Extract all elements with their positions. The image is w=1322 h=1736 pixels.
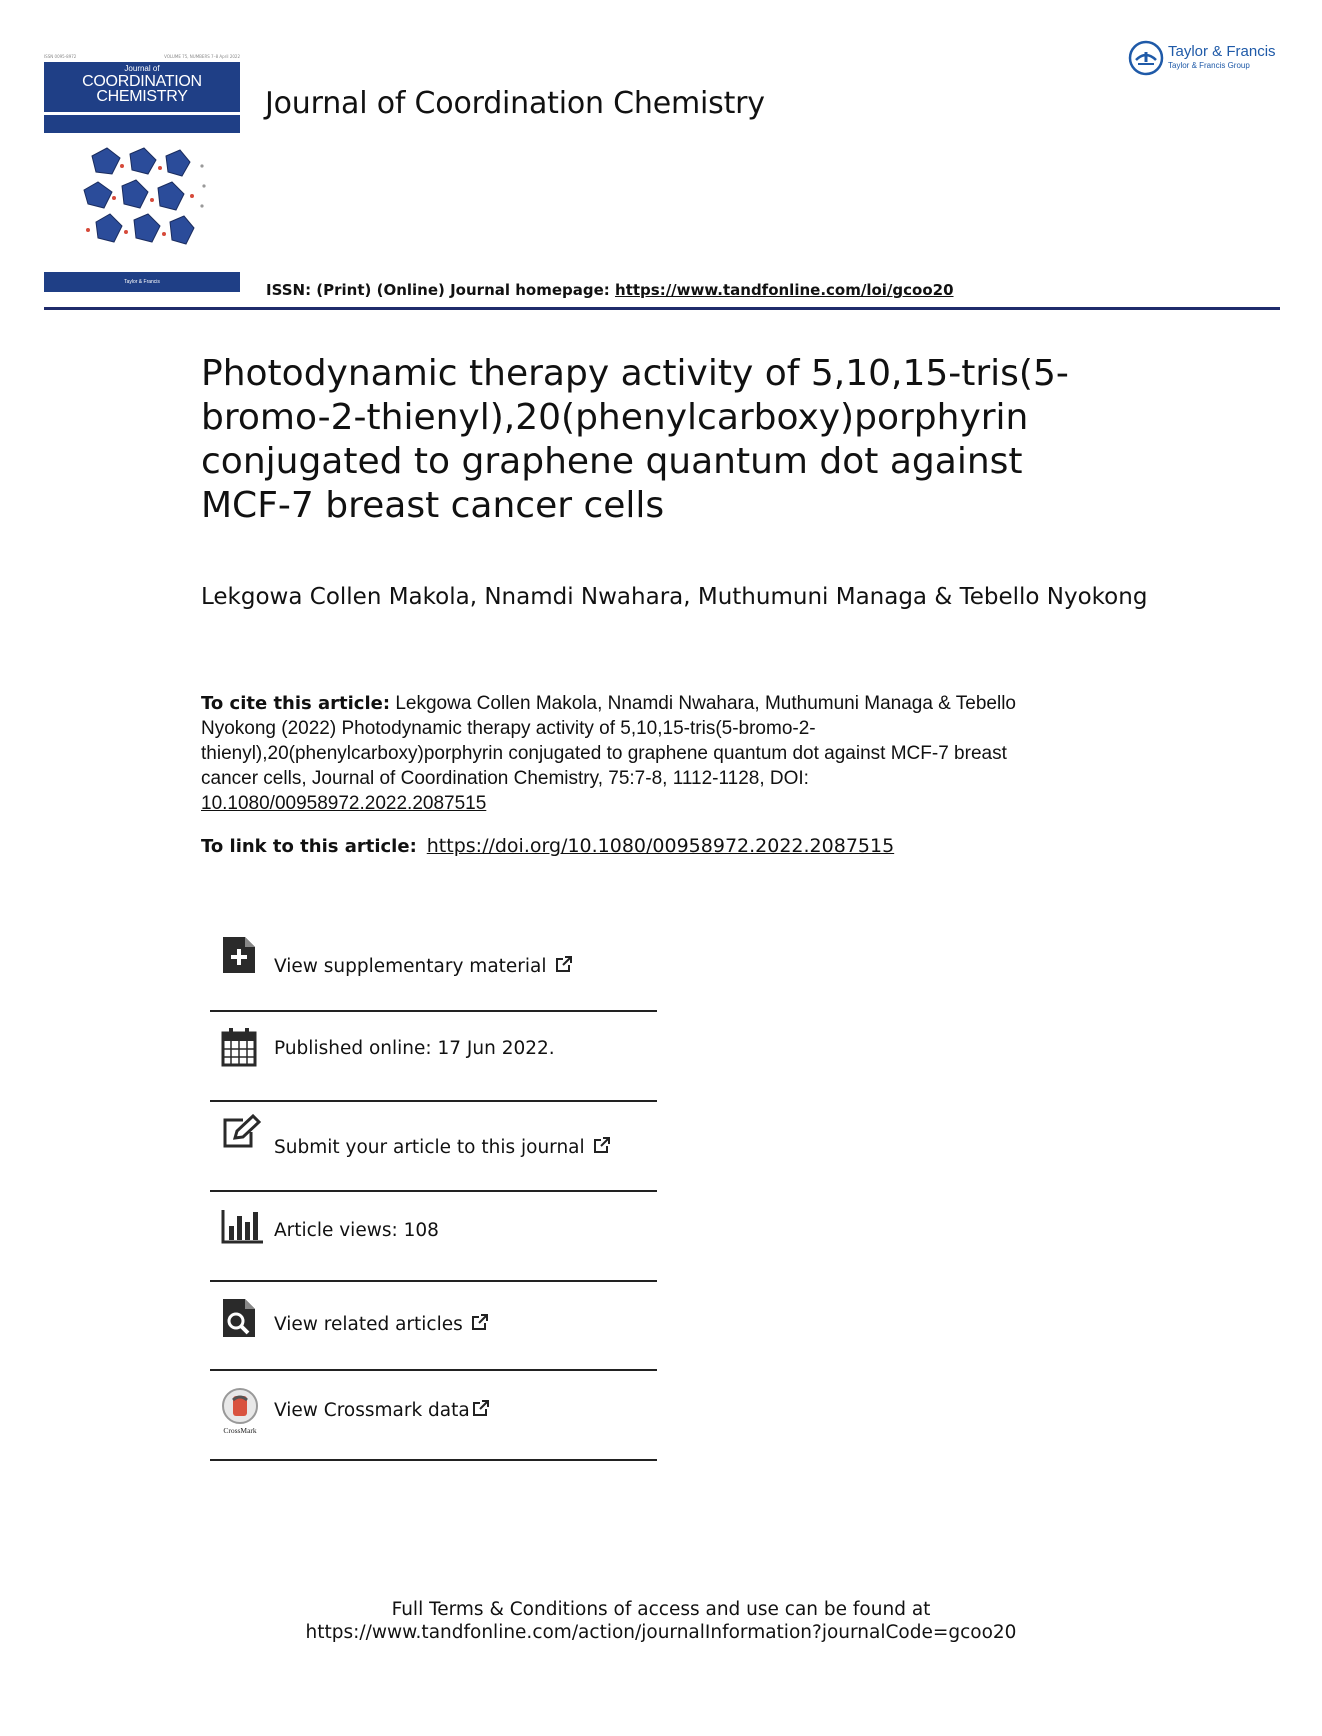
cover-topline xyxy=(44,54,240,60)
search-document-icon xyxy=(221,1297,257,1339)
supplementary-row[interactable] xyxy=(210,935,657,985)
external-link-icon xyxy=(472,1399,490,1417)
cite-text: Lekgowa Collen Makola, Nnamdi Nwahara, Muthumuni Managa & Tebello Nyokong (2022) Photodynamic therapy activity of 5,10,15-tris(5-bromo-2-thienyl),20(phenylcarboxy)porphyrin conjugated to graphene quantum dot against MCF-7 breast cancer cells, Journal of Coordination Chemistry, 75:7-8, 1112-1128, DOI: xyxy=(201,693,1016,789)
footer-terms-link[interactable]: https://www.tandfonline.com/action/journalInformation?journalCode=gcoo20 xyxy=(305,1622,1017,1643)
supplementary-text xyxy=(274,955,573,977)
related-text xyxy=(274,1313,489,1335)
article-link-line xyxy=(201,835,894,857)
journal-cover xyxy=(44,54,240,293)
crossmark-icon-label: CrossMark xyxy=(223,1426,257,1434)
views-row xyxy=(210,1208,657,1258)
journal-title: Journal of Coordination Chemistry xyxy=(265,86,765,121)
row-divider xyxy=(210,1459,657,1461)
header-divider xyxy=(44,307,1280,310)
crossmark-icon xyxy=(220,1388,260,1434)
supplementary-file-icon xyxy=(221,935,257,975)
bar-chart-icon xyxy=(221,1208,263,1244)
cover-publisher-band: Taylor & Francis xyxy=(44,272,240,292)
external-link-icon xyxy=(593,1136,611,1154)
edit-icon xyxy=(221,1114,261,1150)
publisher-group: Taylor & Francis Group xyxy=(1168,61,1250,70)
row-divider xyxy=(210,1280,657,1282)
row-divider xyxy=(210,1010,657,1012)
crossmark-label: View Crossmark data xyxy=(274,1400,470,1421)
row-divider xyxy=(210,1190,657,1192)
taylor-francis-icon xyxy=(1128,40,1164,76)
external-link-icon xyxy=(471,1313,489,1331)
cover-crystal-illustration xyxy=(82,146,212,256)
article-title: Photodynamic therapy activity of 5,10,15-tris(5-bromo-2-thienyl),20(phenylcarboxy)porphyrin conjugated to graphene quantum dot against MCF-7 breast cancer cells xyxy=(201,353,1069,526)
taylor-francis-logo[interactable] xyxy=(1128,40,1288,76)
cite-doi-link[interactable]: 10.1080/00958972.2022.2087515 xyxy=(201,793,487,814)
link-label: To link to this article: xyxy=(201,836,417,857)
cover-title-band xyxy=(44,62,240,112)
publisher-name: Taylor & Francis xyxy=(1168,43,1276,60)
supplementary-label: View supplementary material xyxy=(274,956,547,977)
cover-issn: ISSN 0095-8972 xyxy=(44,54,77,59)
crossmark-row[interactable] xyxy=(210,1388,657,1440)
article-doi-link[interactable]: https://doi.org/10.1080/00958972.2022.2087515 xyxy=(426,835,895,857)
submit-text xyxy=(274,1136,611,1158)
related-label: View related articles xyxy=(274,1314,463,1335)
external-link-icon xyxy=(555,955,573,973)
journal-homepage-link[interactable]: https://www.tandfonline.com/loi/gcoo20 xyxy=(615,281,954,299)
cover-chemistry: CHEMISTRY xyxy=(96,88,188,105)
row-divider xyxy=(210,1369,657,1371)
cover-journal-of: Journal of xyxy=(124,64,160,73)
cover-coordination: COORDINATION xyxy=(82,73,202,90)
related-row[interactable] xyxy=(210,1297,657,1347)
cite-label: To cite this article: xyxy=(201,693,391,714)
issn-homepage-line xyxy=(266,281,954,299)
footer-line1: Full Terms & Conditions of access and use can be found at xyxy=(391,1599,931,1620)
article-authors: Lekgowa Collen Makola, Nnamdi Nwahara, Muthumuni Managa & Tebello Nyokong xyxy=(201,584,1148,610)
footer-terms xyxy=(0,1598,1322,1644)
published-text: Published online: 17 Jun 2022. xyxy=(274,1038,555,1059)
cover-editor-band xyxy=(44,115,240,133)
submit-label: Submit your article to this journal xyxy=(274,1137,585,1158)
calendar-icon xyxy=(221,1027,257,1067)
row-divider xyxy=(210,1100,657,1102)
crossmark-text xyxy=(274,1399,490,1421)
issn-prefix: ISSN: (Print) (Online) Journal homepage: xyxy=(266,281,616,299)
cover-volume: VOLUME 75, NUMBERS 7–8 April 2022 xyxy=(164,54,240,59)
published-row xyxy=(210,1025,657,1075)
citation-block xyxy=(201,691,1041,816)
submit-row[interactable] xyxy=(210,1112,657,1162)
views-text: Article views: 108 xyxy=(274,1220,439,1241)
